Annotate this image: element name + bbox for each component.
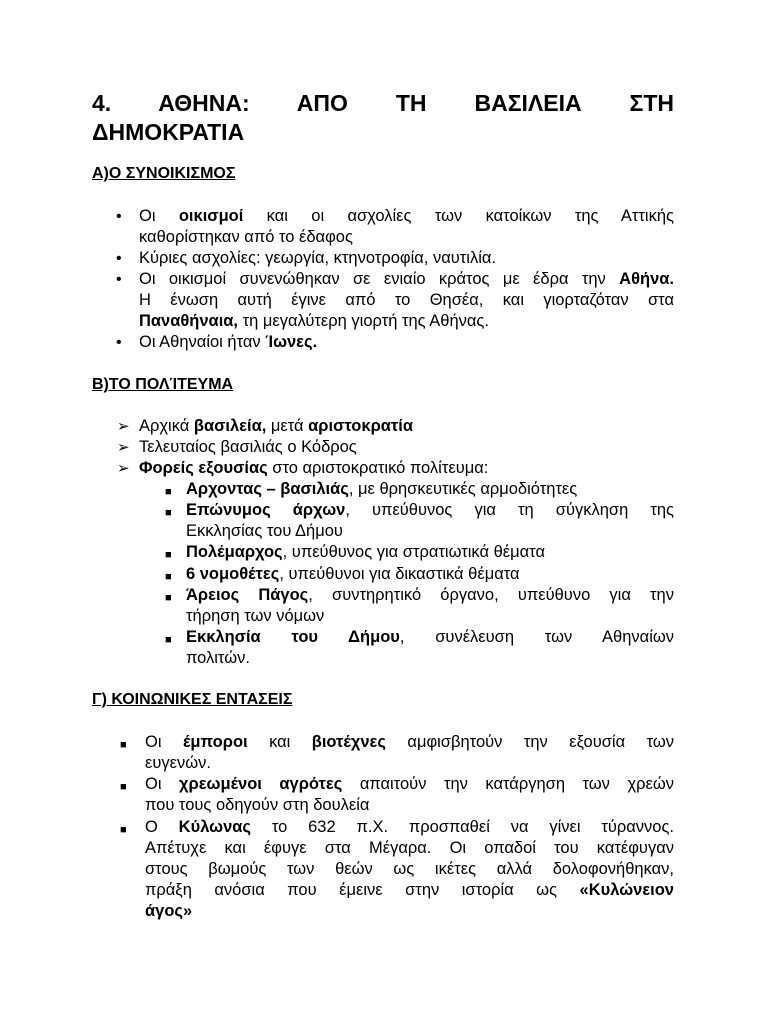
bold-text: Αθήνα.: [619, 270, 674, 288]
text-line: [186, 479, 674, 500]
arrow-bullet-icon: ➢: [117, 439, 130, 456]
text-run: τη μεγαλύτερη γιορτή της Αθήνας.: [238, 312, 489, 330]
text-line: [139, 437, 659, 458]
text-run: Οι: [145, 733, 183, 751]
text-run: αμφισβητούν την εξουσία των: [385, 733, 674, 751]
square-bullet-icon: ■: [165, 592, 172, 604]
bold-text: Ίωνες.: [265, 333, 318, 351]
text-run: το 632 π.Χ. προσπαθεί να γίνει τύραννος.: [251, 818, 675, 836]
text-line: [145, 880, 674, 901]
square-bullet-icon: ■: [165, 571, 172, 583]
bold-text: αριστοκρατία: [308, 417, 414, 435]
bold-text: έμποροι: [182, 733, 248, 751]
text-run: και: [247, 733, 312, 751]
text-line: [186, 606, 674, 627]
text-line: [139, 206, 674, 227]
square-bullet-icon: ■: [165, 549, 172, 561]
text-line: [186, 500, 674, 521]
text-run: , υπεύθυνος για τη σύγκληση της: [345, 501, 674, 519]
bold-text: Κύλωνας: [178, 818, 252, 836]
text-run: Απέτυχε και έφυγε στα Μέγαρα. Οι οπαδοί του κατέφυγαν: [145, 839, 674, 857]
text-line: [145, 774, 674, 795]
text-line: [186, 564, 674, 585]
bold-text: «Κυλώνειον: [579, 881, 674, 899]
text-line: [145, 753, 674, 774]
text-run: ευγενών.: [145, 754, 211, 772]
text-line: [186, 627, 674, 648]
text-line: [145, 817, 674, 838]
text-line: [139, 227, 674, 248]
text-run: και οι ασχολίες των κατοίκων της Αττικής: [243, 207, 674, 225]
text-line: [145, 732, 674, 753]
text-line: [139, 416, 659, 437]
arrow-bullet-icon: ➢: [117, 460, 130, 477]
text-line: [145, 795, 674, 816]
text-run: , συνέλευση των Αθηναίων: [399, 628, 674, 646]
text-run: πράξη ανόσια που έμεινε στην ιστορία ως: [145, 881, 580, 899]
text-run: Η ένωση αυτή έγινε από το Θησέα, και γιορταζόταν στα: [139, 291, 674, 309]
text-line: [145, 838, 674, 859]
text-line: [139, 269, 674, 290]
text-run: μετά: [266, 417, 309, 435]
text-line: [145, 901, 674, 922]
text-line: [186, 521, 674, 542]
bold-text: οικισμοί: [178, 207, 244, 225]
text-run: Ο: [145, 818, 179, 836]
text-run: , συντηρητικό όργανο, υπεύθυνο για την: [308, 586, 674, 604]
text-line: [186, 542, 674, 563]
text-run: στο αριστοκρατικό πολίτευμα:: [267, 459, 489, 477]
text-run: καθορίστηκαν από το έδαφος: [139, 228, 353, 246]
title-word: 4.: [92, 90, 112, 116]
text-line: [139, 311, 674, 332]
title-word: ΒΑΣΙΛΕΙΑ: [474, 90, 582, 116]
square-bullet-icon: ■: [120, 824, 127, 836]
section-c-heading: Γ) ΚΟΙΝΩΝΙΚΕΣ ΕΝΤΑΣΕΙΣ: [92, 691, 293, 708]
bold-text: βασιλεία,: [193, 417, 267, 435]
text-run: , υπεύθυνος για στρατιωτικά θέματα: [282, 543, 545, 561]
text-run: στους βωμούς των θεών ως ικέτες αλλά δολοφονήθηκαν,: [145, 860, 674, 878]
text-run: Οι οικισμοί συνενώθηκαν σε ενιαίο κράτος με έδρα την: [139, 270, 620, 288]
bold-text: 6 νομοθέτες: [186, 565, 280, 583]
bold-text: βιοτέχνες: [311, 733, 386, 751]
square-bullet-icon: ■: [120, 739, 127, 751]
bold-text: Παναθήναια,: [139, 312, 239, 330]
text-run: πολιτών.: [186, 649, 250, 667]
bold-text: Εκκλησία του Δήμου: [186, 628, 400, 646]
page-title-line-2: ΔΗΜΟΚΡΑΤΙΑ: [92, 119, 245, 145]
section-a-heading: Α)Ο ΣΥΝΟΙΚΙΣΜΟΣ: [92, 165, 236, 182]
text-run: Εκκλησίας του Δήμου: [186, 522, 343, 540]
text-line: [145, 859, 674, 880]
bold-text: Αρχοντας – βασιλιάς: [186, 480, 349, 498]
title-word: ΑΠΟ: [296, 90, 348, 116]
bold-text: Πολέμαρχος: [186, 543, 283, 561]
text-line: [186, 648, 674, 669]
arrow-bullet-icon: ➢: [117, 418, 130, 435]
bold-text: Άρειος Πάγος: [186, 586, 309, 604]
text-run: , με θρησκευτικές αρμοδιότητες: [348, 480, 578, 498]
square-bullet-icon: ■: [165, 486, 172, 498]
page-title-line-1: [92, 88, 674, 118]
round-bullet-icon: •: [116, 250, 122, 267]
text-run: Οι: [145, 775, 180, 793]
text-run: Οι Αθηναίοι ήταν: [139, 333, 266, 351]
bold-text: Επώνυμος άρχων: [186, 501, 346, 519]
round-bullet-icon: •: [116, 334, 122, 351]
text-run: Οι: [139, 207, 179, 225]
text-run: Αρχικά: [139, 417, 194, 435]
text-run: , υπεύθυνοι για δικαστικά θέματα: [279, 565, 520, 583]
round-bullet-icon: •: [116, 208, 122, 225]
round-bullet-icon: •: [116, 271, 122, 288]
bold-text: Φορείς εξουσίας: [139, 459, 268, 477]
text-run: Κύριες ασχολίες: γεωργία, κτηνοτροφία, ναυτιλία.: [139, 249, 496, 267]
square-bullet-icon: ■: [165, 634, 172, 646]
text-run: Τελευταίος βασιλιάς ο Κόδρος: [139, 438, 357, 456]
text-line: [139, 458, 659, 479]
bold-text: χρεωμένοι αγρότες: [179, 775, 343, 793]
text-line: [139, 332, 674, 353]
text-line: [139, 290, 674, 311]
square-bullet-icon: ■: [165, 507, 172, 519]
text-line: [186, 585, 674, 606]
text-run: τήρηση των νόμων: [186, 607, 325, 625]
title-word: ΣΤΗ: [629, 90, 674, 116]
text-line: [139, 248, 674, 269]
title-word: ΤΗ: [395, 90, 427, 116]
bold-text: άγος»: [145, 902, 193, 920]
text-run: που τους οδηγούν στη δουλεία: [145, 796, 370, 814]
title-word: ΑΘΗΝΑ:: [158, 90, 250, 116]
square-bullet-icon: ■: [120, 781, 127, 793]
text-run: απαιτούν την κατάργηση των χρεών: [342, 775, 674, 793]
section-b-heading: Β)ΤΟ ΠΟΛΊΤΕΥΜΑ: [92, 376, 234, 393]
